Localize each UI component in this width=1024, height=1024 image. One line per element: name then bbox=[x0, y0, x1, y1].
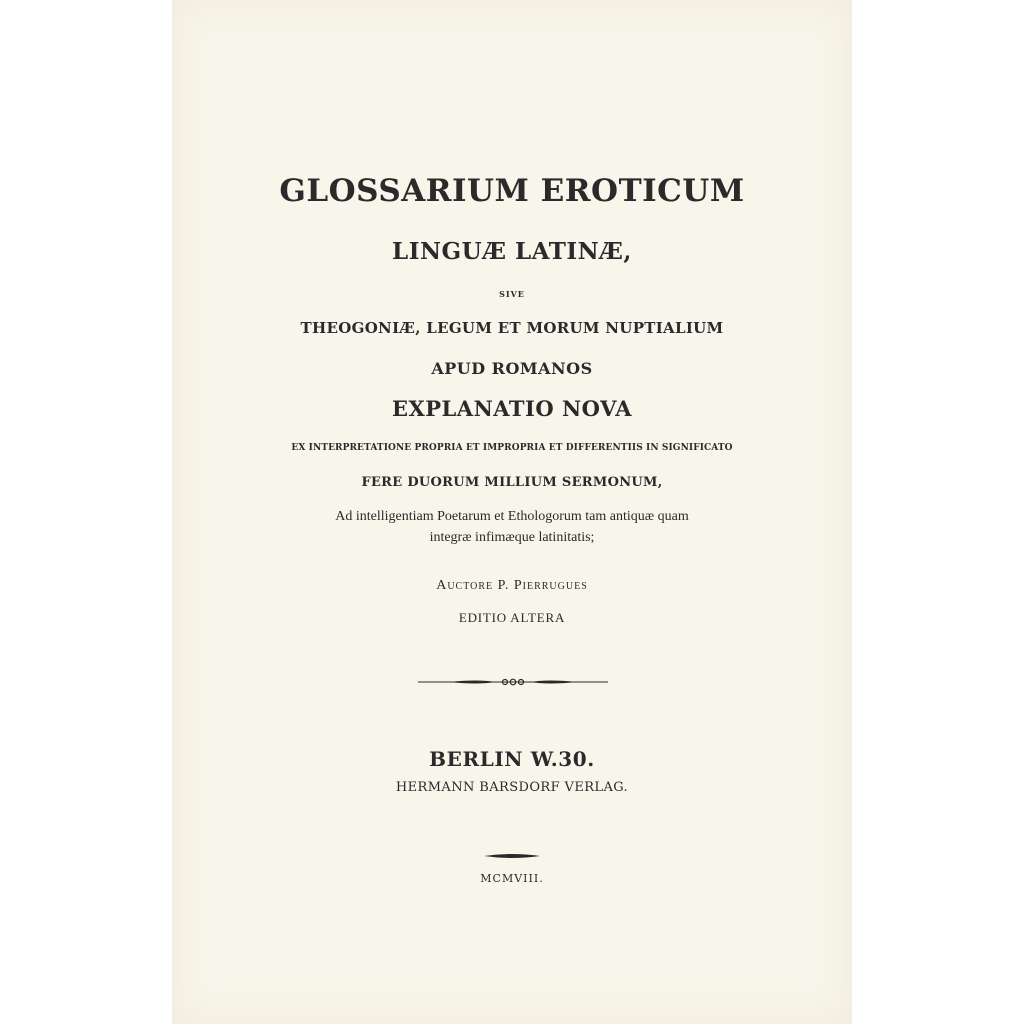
ornament-divider-icon bbox=[418, 674, 608, 690]
book-title: GLOSSARIUM EROTICUM bbox=[279, 173, 745, 209]
publisher-name: HERMANN BARSDORF VERLAG. bbox=[395, 780, 629, 795]
subtitle-line-fere: FERE DUORUM MILLIUM SERMONUM, bbox=[361, 475, 663, 490]
subtitle-line-interpretatione: EX INTERPRETATIONE PROPRIA ET IMPROPRIA ET DIFFERENTIIS IN SIGNIFICATO bbox=[291, 443, 733, 453]
book-subtitle: LINGUÆ LATINÆ, bbox=[392, 238, 632, 265]
subtitle-line-theogoniae: THEOGONIÆ, LEGUM ET MORUM NUPTIALIUM bbox=[300, 319, 724, 337]
small-rule-icon bbox=[484, 851, 540, 861]
edition-line: EDITIO ALTERA bbox=[458, 610, 566, 625]
purpose-line-1: Ad intelligentiam Poetarum et Ethologorum tam antiquæ quam bbox=[335, 509, 689, 524]
subtitle-line-explanatio: EXPLANATIO NOVA bbox=[391, 396, 633, 421]
purpose-line-2: integræ infimæque latinitatis; bbox=[429, 530, 595, 545]
title-page bbox=[172, 0, 852, 1024]
author-line: Auctore P. Pierrugues bbox=[436, 578, 588, 593]
subtitle-line-apud: APUD ROMANOS bbox=[431, 359, 593, 378]
publication-place: BERLIN W.30. bbox=[429, 747, 595, 771]
conjunction-sive: SIVE bbox=[499, 289, 525, 299]
publication-year: MCMVIII. bbox=[480, 872, 544, 885]
